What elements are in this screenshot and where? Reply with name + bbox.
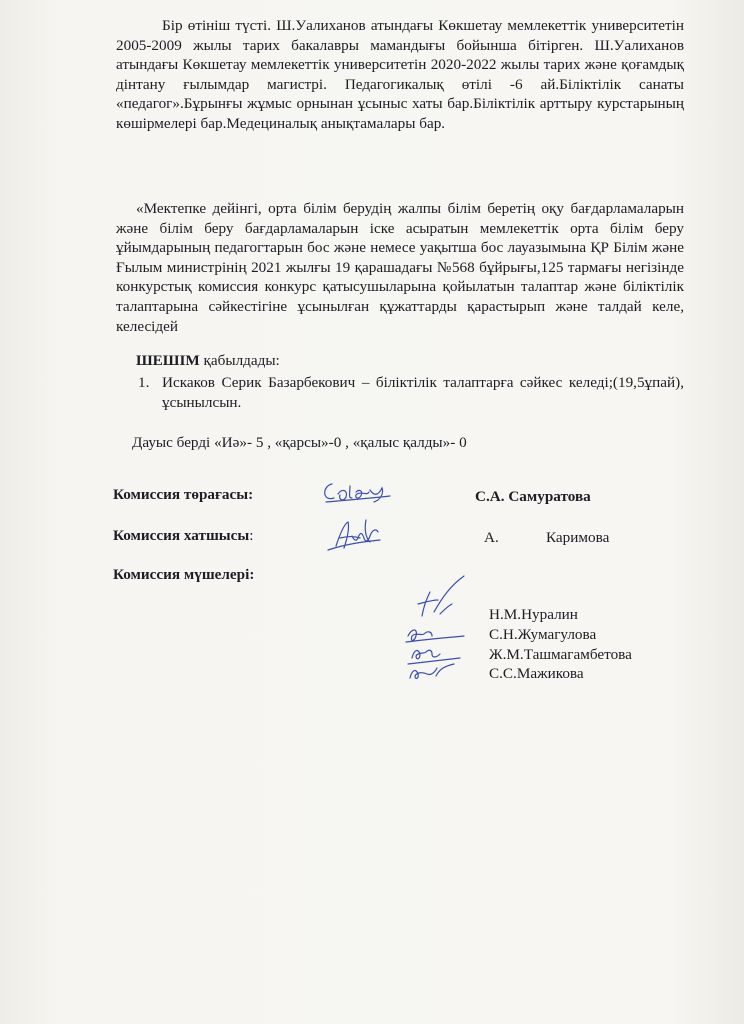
decision-rest-text: қабылдады: <box>199 352 280 369</box>
secretary-label-colon: : <box>249 527 254 544</box>
decision-heading <box>136 352 280 370</box>
legal-basis-paragraph: «Мектепке дейінгі, орта білім берудің жалпы білім беретің оқу бағдарламаларын және білім беру бағдарламаларын іске асыратын мемлекеттік орта білім беру ұйымдарының педагогтарын бос және немесе уақытша бос лауазымына ҚР Білім және Ғылым министрінің 2021 жылғы 19 қарашадағы №568 бұйрығы,125 тармағы негізінде конкурстық комиссия конкурс қатысушыларына қойылатын талаптар және біліктілік талаптарына сәйкестігіне ұсынылған құжаттарды қарастырып және талдай келе, келесідей <box>116 200 684 335</box>
member-name: Ж.М.Ташмагамбетова <box>489 645 632 663</box>
chair-name: С.А. Самуратова <box>475 488 591 505</box>
secretary-surname: Каримова <box>546 529 610 546</box>
vote-result: Дауыс берді «Иә»- 5 , «қарсы»-0 , «қалыс қалды»- 0 <box>132 434 467 451</box>
members-list <box>489 605 632 684</box>
members-label: Комиссия мүшелері: <box>113 566 255 583</box>
chair-label: Комиссия төрағасы: <box>113 486 254 503</box>
decision-item-text: Искаков Серик Базарбекович – біліктілік талаптарға сәйкес келеді;(19,5ұпай), ұсынылсын. <box>162 374 684 411</box>
decision-item-number: 1. <box>138 374 150 391</box>
member-signature-2 <box>402 618 470 684</box>
secretary-label: Комиссия хатшысы <box>113 527 250 544</box>
secretary-label-block <box>113 527 253 545</box>
application-paragraph: Бір өтініш түсті. Ш.Уалиханов атындағы Көкшетау мемлекеттік университетін 2005-2009 жылы тарих бакалавры мамандығы бойынша бітірген. Ш.Уалиханов атындағы Көкшетау мемлекеттік университетін 2020-2022 жылы тарих және қоғамдық дінтану ғылымдар магистрі. Педагогикалық өтілі -6 ай.Біліктілік санаты «педагог».Бұрынғы жұмыс орнынан ұсыныс хаты бар.Біліктілік арттыру курстарының көшірмелері бар.Медециналық анықтамалары бар. <box>116 17 684 132</box>
member-name: С.Н.Жумагулова <box>489 625 597 643</box>
member-name: С.С.Мажикова <box>489 665 584 683</box>
decision-bold-word: ШЕШІМ <box>136 352 200 369</box>
chair-signature <box>318 476 398 508</box>
secretary-initial: А. <box>484 529 499 546</box>
secretary-signature <box>322 512 386 558</box>
member-name: Н.М.Нуралин <box>489 606 578 623</box>
